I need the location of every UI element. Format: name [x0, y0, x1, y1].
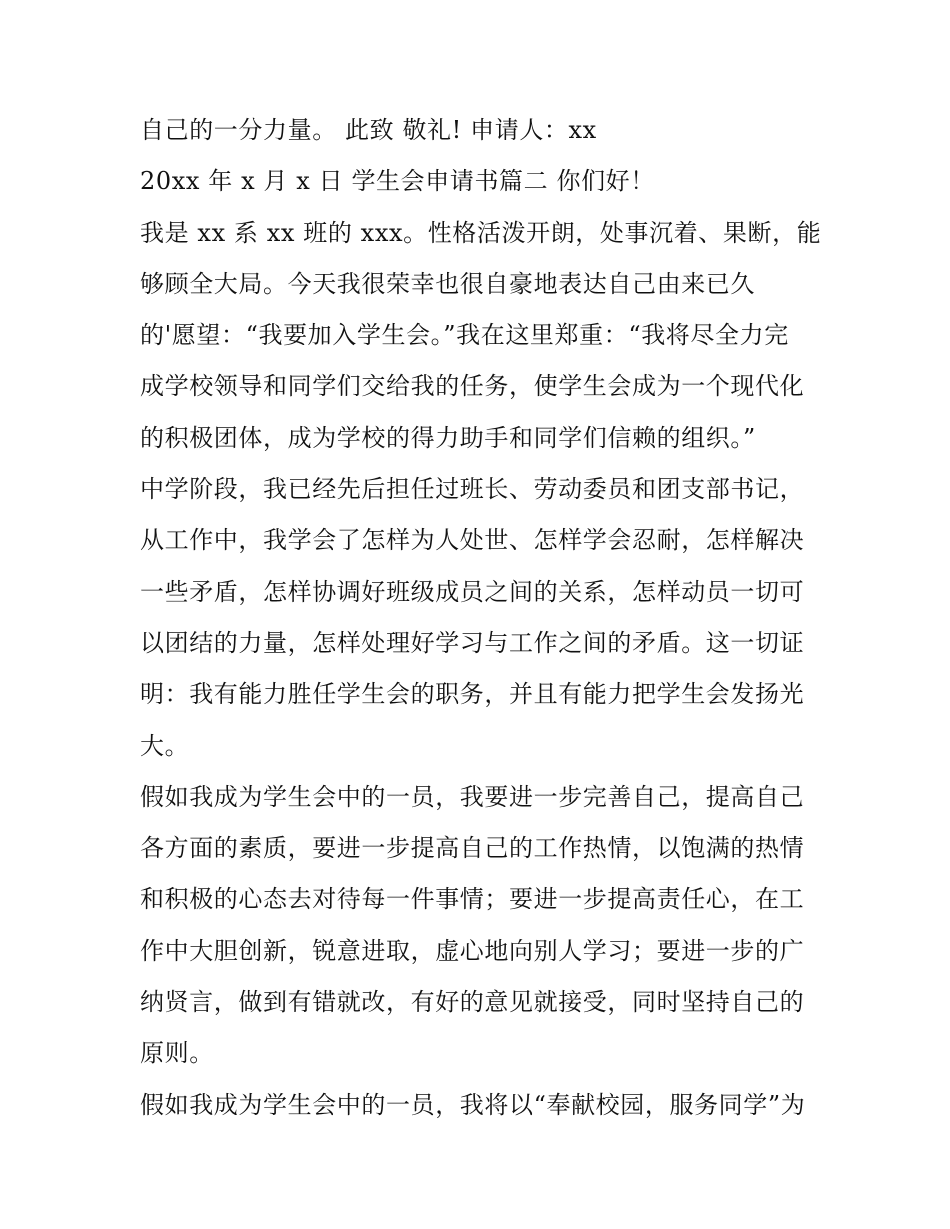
text-line: 和积极的心态去对待每一件事情；要进一步提高责任心，在工 [140, 885, 805, 914]
text-line: 一些矛盾，怎样协调好班级成员之间的关系，怎样动员一切可 [140, 577, 805, 606]
text-line: 假如我成为学生会中的一员，我将以“奉献校园，服务同学”为 [140, 1090, 806, 1119]
text-line: 中学阶段，我已经先后担任过班长、劳动委员和团支部书记， [140, 475, 805, 504]
text-line: 20xx 年 x 月 x 日 学生会申请书篇二 你们好！ [140, 167, 655, 196]
text-line: 够顾全大局。今天我很荣幸也很自豪地表达自己由来已久 [140, 269, 755, 298]
text-line: 从工作中，我学会了怎样为人处世、怎样学会忍耐，怎样解决 [140, 526, 805, 555]
text-line: 大。 [140, 731, 190, 760]
text-line: 我是 xx 系 xx 班的 xxx。性格活泼开朗，处事沉着、果断，能 [140, 218, 822, 247]
text-line: 明：我有能力胜任学生会的职务，并且有能力把学生会发扬光 [140, 680, 805, 709]
text-line: 的积极团体，成为学校的得力助手和同学们信赖的组织。” [140, 423, 756, 452]
text-line: 的'愿望：“我要加入学生会。”我在这里郑重：“我将尽全力完 [140, 321, 789, 350]
text-line: 纳贤言，做到有错就改，有好的意见就接受，同时坚持自己的 [140, 988, 805, 1017]
text-line: 原则。 [140, 1039, 214, 1068]
text-line: 各方面的素质，要进一步提高自己的工作热情，以饱满的热情 [140, 834, 805, 863]
text-line: 假如我成为学生会中的一员，我要进一步完善自己，提高自己 [140, 782, 805, 811]
text-line: 以团结的力量，怎样处理好学习与工作之间的矛盾。这一切证 [140, 628, 805, 657]
text-line: 成学校领导和同学们交给我的任务，使学生会成为一个现代化 [140, 372, 805, 401]
document-body [140, 112, 820, 1138]
text-line: 自己的一分力量。 此致 敬礼! 申请人：xx [140, 116, 597, 144]
text-line: 作中大胆创新，锐意进取，虚心地向别人学习；要进一步的广 [140, 936, 805, 965]
